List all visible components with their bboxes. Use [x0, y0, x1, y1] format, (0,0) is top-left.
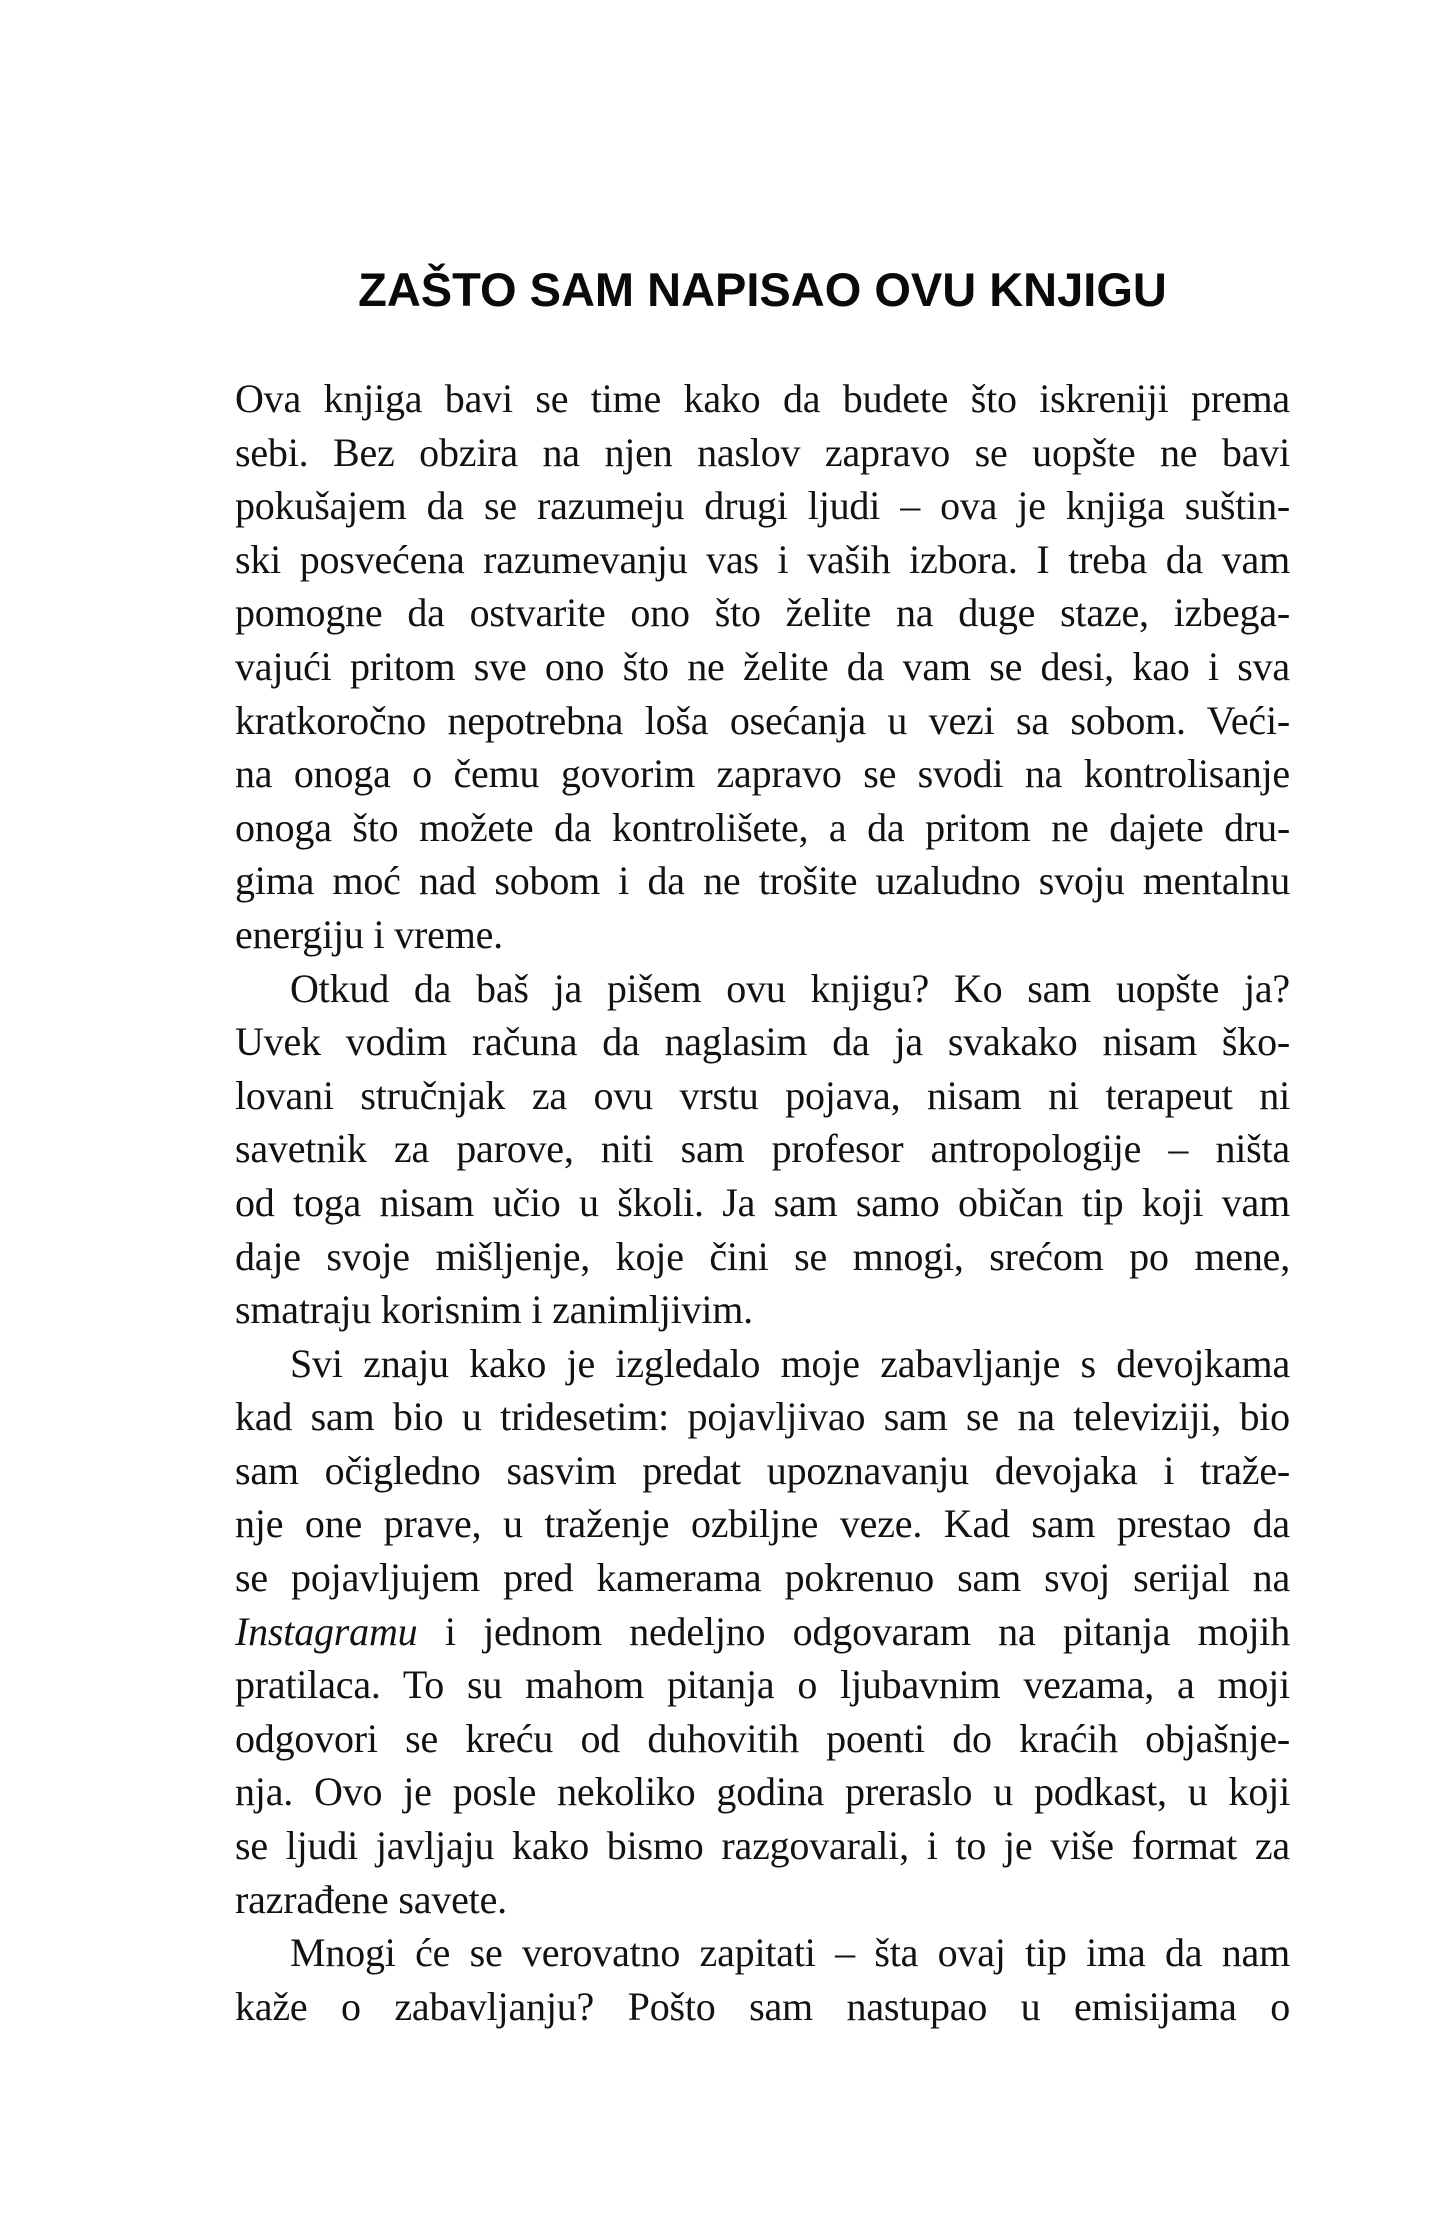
- text-line: [235, 1605, 1290, 1659]
- paragraph: [235, 962, 1290, 1337]
- text-line: [235, 1015, 1290, 1069]
- text-line: [235, 801, 1290, 855]
- text-segment: se pojavljujem pred kamerama pokrenuo sam svoj serijal na: [235, 1555, 1290, 1601]
- paragraph: [235, 1337, 1290, 1927]
- text-segment: odgovori se kreću od duhovitih poenti do kraćih objašnje-: [235, 1715, 1290, 1761]
- text-line: [235, 1444, 1290, 1498]
- text-segment: Mnogi će se verovatno zapitati – šta ovaj tip ima da nam: [290, 1930, 1290, 1976]
- text-line: [235, 747, 1290, 801]
- text-segment: sebi. Bez obzira na njen naslov zapravo se uopšte ne bavi: [235, 429, 1290, 475]
- text-line: [235, 1337, 1290, 1391]
- text-line: [235, 426, 1290, 480]
- text-line: [235, 1712, 1290, 1766]
- text-line: [235, 908, 1290, 962]
- text-segment: pomogne da ostvarite ono što želite na duge staze, izbega-: [235, 590, 1290, 636]
- text-line: [235, 1658, 1290, 1712]
- text-line: [235, 1283, 1290, 1337]
- text-line: [235, 533, 1290, 587]
- text-segment: vajući pritom sve ono što ne želite da vam se desi, kao i sva: [235, 643, 1290, 689]
- text-segment: kratkoročno nepotrebna loša osećanja u vezi sa sobom. Veći-: [235, 697, 1290, 743]
- text-segment: savetnik za parove, niti sam profesor antropologije – ništa: [235, 1126, 1290, 1172]
- text-line: [235, 1873, 1290, 1927]
- text-segment: sam očigledno sasvim predat upoznavanju devojaka i traže-: [235, 1447, 1290, 1493]
- italic-text: Instagramu: [235, 1608, 418, 1654]
- chapter-title: ZAŠTO SAM NAPISAO OVU KNJIGU: [358, 263, 1167, 316]
- text-segment: daje svoje mišljenje, koje čini se mnogi, srećom po mene,: [235, 1233, 1290, 1279]
- text-line: [235, 1390, 1290, 1444]
- text-line: [235, 1230, 1290, 1284]
- text-line: [235, 1926, 1290, 1980]
- body-text: [235, 372, 1290, 2033]
- text-segment: gima moć nad sobom i da ne trošite uzaludno svoju mentalnu: [235, 858, 1290, 904]
- paragraph: [235, 372, 1290, 962]
- text-line: [235, 1122, 1290, 1176]
- text-segment: od toga nisam učio u školi. Ja sam samo običan tip koji vam: [235, 1179, 1290, 1225]
- text-segment: razrađene savete.: [235, 1876, 507, 1922]
- text-segment: lovani stručnjak za ovu vrstu pojava, nisam ni terapeut ni: [235, 1072, 1290, 1118]
- text-segment: kaže o zabavljanju? Pošto sam nastupao u emisijama o: [235, 1983, 1290, 2029]
- text-segment: Ova knjiga bavi se time kako da budete što iskreniji prema: [235, 376, 1290, 421]
- text-segment: Uvek vodim računa da naglasim da ja svakako nisam ško-: [235, 1019, 1290, 1065]
- text-line: [235, 1497, 1290, 1551]
- text-segment: i jednom nedeljno odgovaram na pitanja mojih: [417, 1608, 1290, 1654]
- text-segment: ski posvećena razumevanju vas i vaših izbora. I treba da vam: [235, 536, 1290, 582]
- text-line: [235, 479, 1290, 533]
- text-segment: smatraju korisnim i zanimljivim.: [235, 1287, 753, 1333]
- text-line: [235, 694, 1290, 748]
- paragraph: [235, 1926, 1290, 2033]
- text-line: [235, 372, 1290, 426]
- text-line: [235, 1980, 1290, 2034]
- text-segment: pokušajem da se razumeju drugi ljudi – ova je knjiga suštin-: [235, 483, 1290, 529]
- text-line: [235, 854, 1290, 908]
- text-line: [235, 586, 1290, 640]
- text-line: [235, 1765, 1290, 1819]
- text-line: [235, 640, 1290, 694]
- text-segment: energiju i vreme.: [235, 911, 503, 957]
- text-segment: pratilaca. To su mahom pitanja o ljubavnim vezama, a moji: [235, 1662, 1290, 1708]
- text-line: [235, 1069, 1290, 1123]
- text-segment: nje one prave, u traženje ozbiljne veze. Kad sam prestao da: [235, 1501, 1290, 1547]
- text-segment: na onoga o čemu govorim zapravo se svodi na kontrolisanje: [235, 751, 1290, 797]
- text-segment: Otkud da baš ja pišem ovu knjigu? Ko sam uopšte ja?: [290, 965, 1290, 1011]
- text-segment: kad sam bio u tridesetim: pojavljivao sam se na televiziji, bio: [235, 1394, 1290, 1440]
- text-line: [235, 1819, 1290, 1873]
- text-segment: onoga što možete da kontrolišete, a da pritom ne dajete dru-: [235, 804, 1290, 850]
- text-line: [235, 962, 1290, 1016]
- text-line: [235, 1551, 1290, 1605]
- text-segment: se ljudi javljaju kako bismo razgovarali, i to je više format za: [235, 1823, 1290, 1869]
- text-segment: nja. Ovo je posle nekoliko godina preraslo u podkast, u koji: [235, 1769, 1290, 1815]
- text-segment: Svi znaju kako je izgledalo moje zabavljanje s devojkama: [290, 1340, 1290, 1386]
- text-line: [235, 1176, 1290, 1230]
